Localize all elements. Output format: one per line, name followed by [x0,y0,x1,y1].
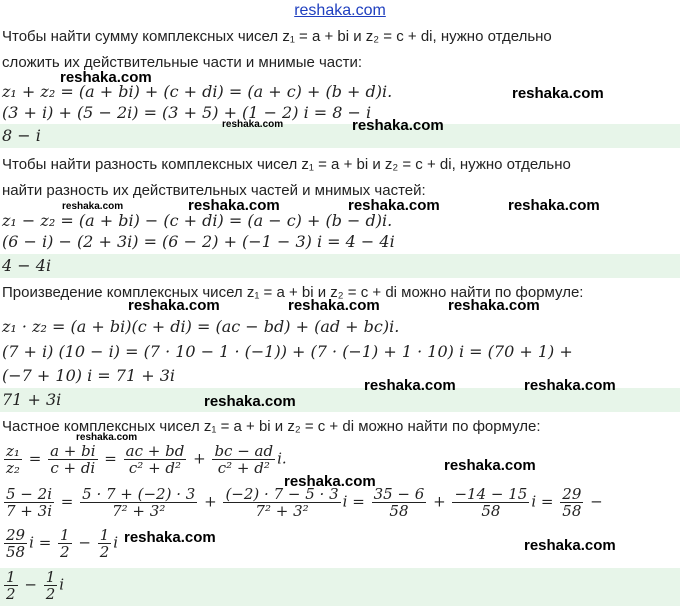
fraction: $\frac{ac + bd}{\text{c² + d²}}$ [125,442,185,477]
watermark: reshaka.com [76,432,138,443]
fraction: $\frac{-14 - 15}{58}$ [454,485,528,520]
fraction: $\frac{1}{2}$ [6,568,16,603]
fraction: $\frac{1}{2}$ [99,526,110,561]
watermark: reshaka.com [444,457,536,474]
fraction: $\frac{29}{58}$ [6,526,26,561]
watermark: reshaka.com [512,85,604,102]
answer-highlight [0,254,680,278]
fraction: $\frac{1}{2}$ [45,568,56,603]
product-calculation-line1: (7 + i) (10 − i) = (7 · 10 − 1 · (−1)) + (7 · (−1) + 1 · 10) i = (70 + 1) + [2,342,573,361]
sum-intro-line2: сложить их действительные части и мнимые части: [2,54,363,71]
difference-formula: z₁ − z₂ = (a + bi) − (c + di) = (a − c) + (b − d)i. [2,211,393,230]
product-formula: z₁ · z₂ = (a + bi)(c + di) = (ac − bd) + (ad + bc)i. [2,317,400,336]
watermark: reshaka.com [284,473,376,490]
difference-calculation: (6 − i) − (2 + 3i) = (6 − 2) + (−1 − 3) i = 4 − 4i [2,232,395,251]
watermark: reshaka.com [222,119,284,130]
fraction: $\frac{\text{z₁}}{\text{z₂}}$ [6,442,20,477]
answer-highlight [0,568,680,606]
difference-intro-line1: Чтобы найти разность комплексных чисел z₁ = a + bi и z₂ = c + di, нужно отдельно [2,156,571,173]
fraction: $\frac{5 - 2i}{7 + 3i}$ [6,485,52,520]
product-answer: 71 + 3i [2,390,62,409]
sum-answer: 8 − i [2,126,41,145]
watermark: reshaka.com [508,197,600,214]
watermark: reshaka.com [524,537,616,554]
watermark: reshaka.com [348,197,440,214]
site-header-link[interactable]: reshaka.com [294,2,386,19]
sum-formula: z₁ + z₂ = (a + bi) + (c + di) = (a + c) + (b + d)i. [2,82,393,101]
watermark: reshaka.com [204,393,296,410]
fraction: $\frac{5 \cdot 7 + (-2) \cdot 3}{\text{7² + 3²}}$ [82,485,196,520]
watermark: reshaka.com [188,197,280,214]
watermark: reshaka.com [62,201,124,212]
fraction: $\frac{35 - 6}{58}$ [373,485,425,520]
difference-intro-line2: найти разность их действительных частей и мнимых частей: [2,182,426,199]
answer-highlight [0,124,680,148]
sum-intro-line1: Чтобы найти сумму комплексных чисел z₁ = a + bi и z₂ = c + di, нужно отдельно [2,28,552,45]
watermark: reshaka.com [364,377,456,394]
quotient-answer: $\frac{1}{2}$ − $\frac{1}{2}$ i [6,568,65,603]
watermark: reshaka.com [124,529,216,546]
quotient-formula: $\frac{\text{z₁}}{\text{z₂}}$ = $\frac{a + bi}{c + di}$ = $\frac{ac + bd}{\text{c² + d²}}$ + $\frac{bc - ad}{\text{c² + d²}}$ i. [6,442,287,477]
fraction: $\frac{29}{58}$ [562,485,582,520]
product-intro: Произведение комплексных чисел z₁ = a + bi и z₂ = c + di можно найти по формуле: [2,284,584,301]
watermark: reshaka.com [352,117,444,134]
quotient-calculation: $\frac{5 - 2i}{7 + 3i}$ = $\frac{5 \cdot 7 + (-2) \cdot 3}{\text{7² + 3²}}$ + $\frac{(-2) \cdot 7 - 5 \cdot 3}{\text{7² + 3²}}$ i = $\frac{35 - 6}{58}$ + $\frac{-14 - 15}{58}$ i = $\frac{29}{58}$ − [6,485,603,520]
watermark: reshaka.com [448,297,540,314]
product-calculation-line2: (−7 + 10) i = 71 + 3i [2,366,176,385]
sum-calculation: (3 + i) + (5 − 2i) = (3 + 5) + (1 − 2) i = 8 − i [2,103,372,122]
watermark: reshaka.com [60,69,152,86]
fraction: $\frac{bc - ad}{\text{c² + d²}}$ [214,442,274,477]
watermark: reshaka.com [128,297,220,314]
fraction: $\frac{(-2) \cdot 7 - 5 \cdot 3}{\text{7² + 3²}}$ [225,485,339,520]
watermark: reshaka.com [524,377,616,394]
watermark: reshaka.com [288,297,380,314]
fraction: $\frac{a + bi}{c + di}$ [50,442,96,477]
quotient-intro: Частное комплексных чисел z₁ = a + bi и z₂ = c + di можно найти по формуле: [2,418,541,435]
fraction: $\frac{1}{2}$ [60,526,70,561]
quotient-result: $\frac{29}{58}$ i = $\frac{1}{2}$ − $\frac{1}{2}$ i [6,526,119,561]
difference-answer: 4 − 4i [2,256,52,275]
